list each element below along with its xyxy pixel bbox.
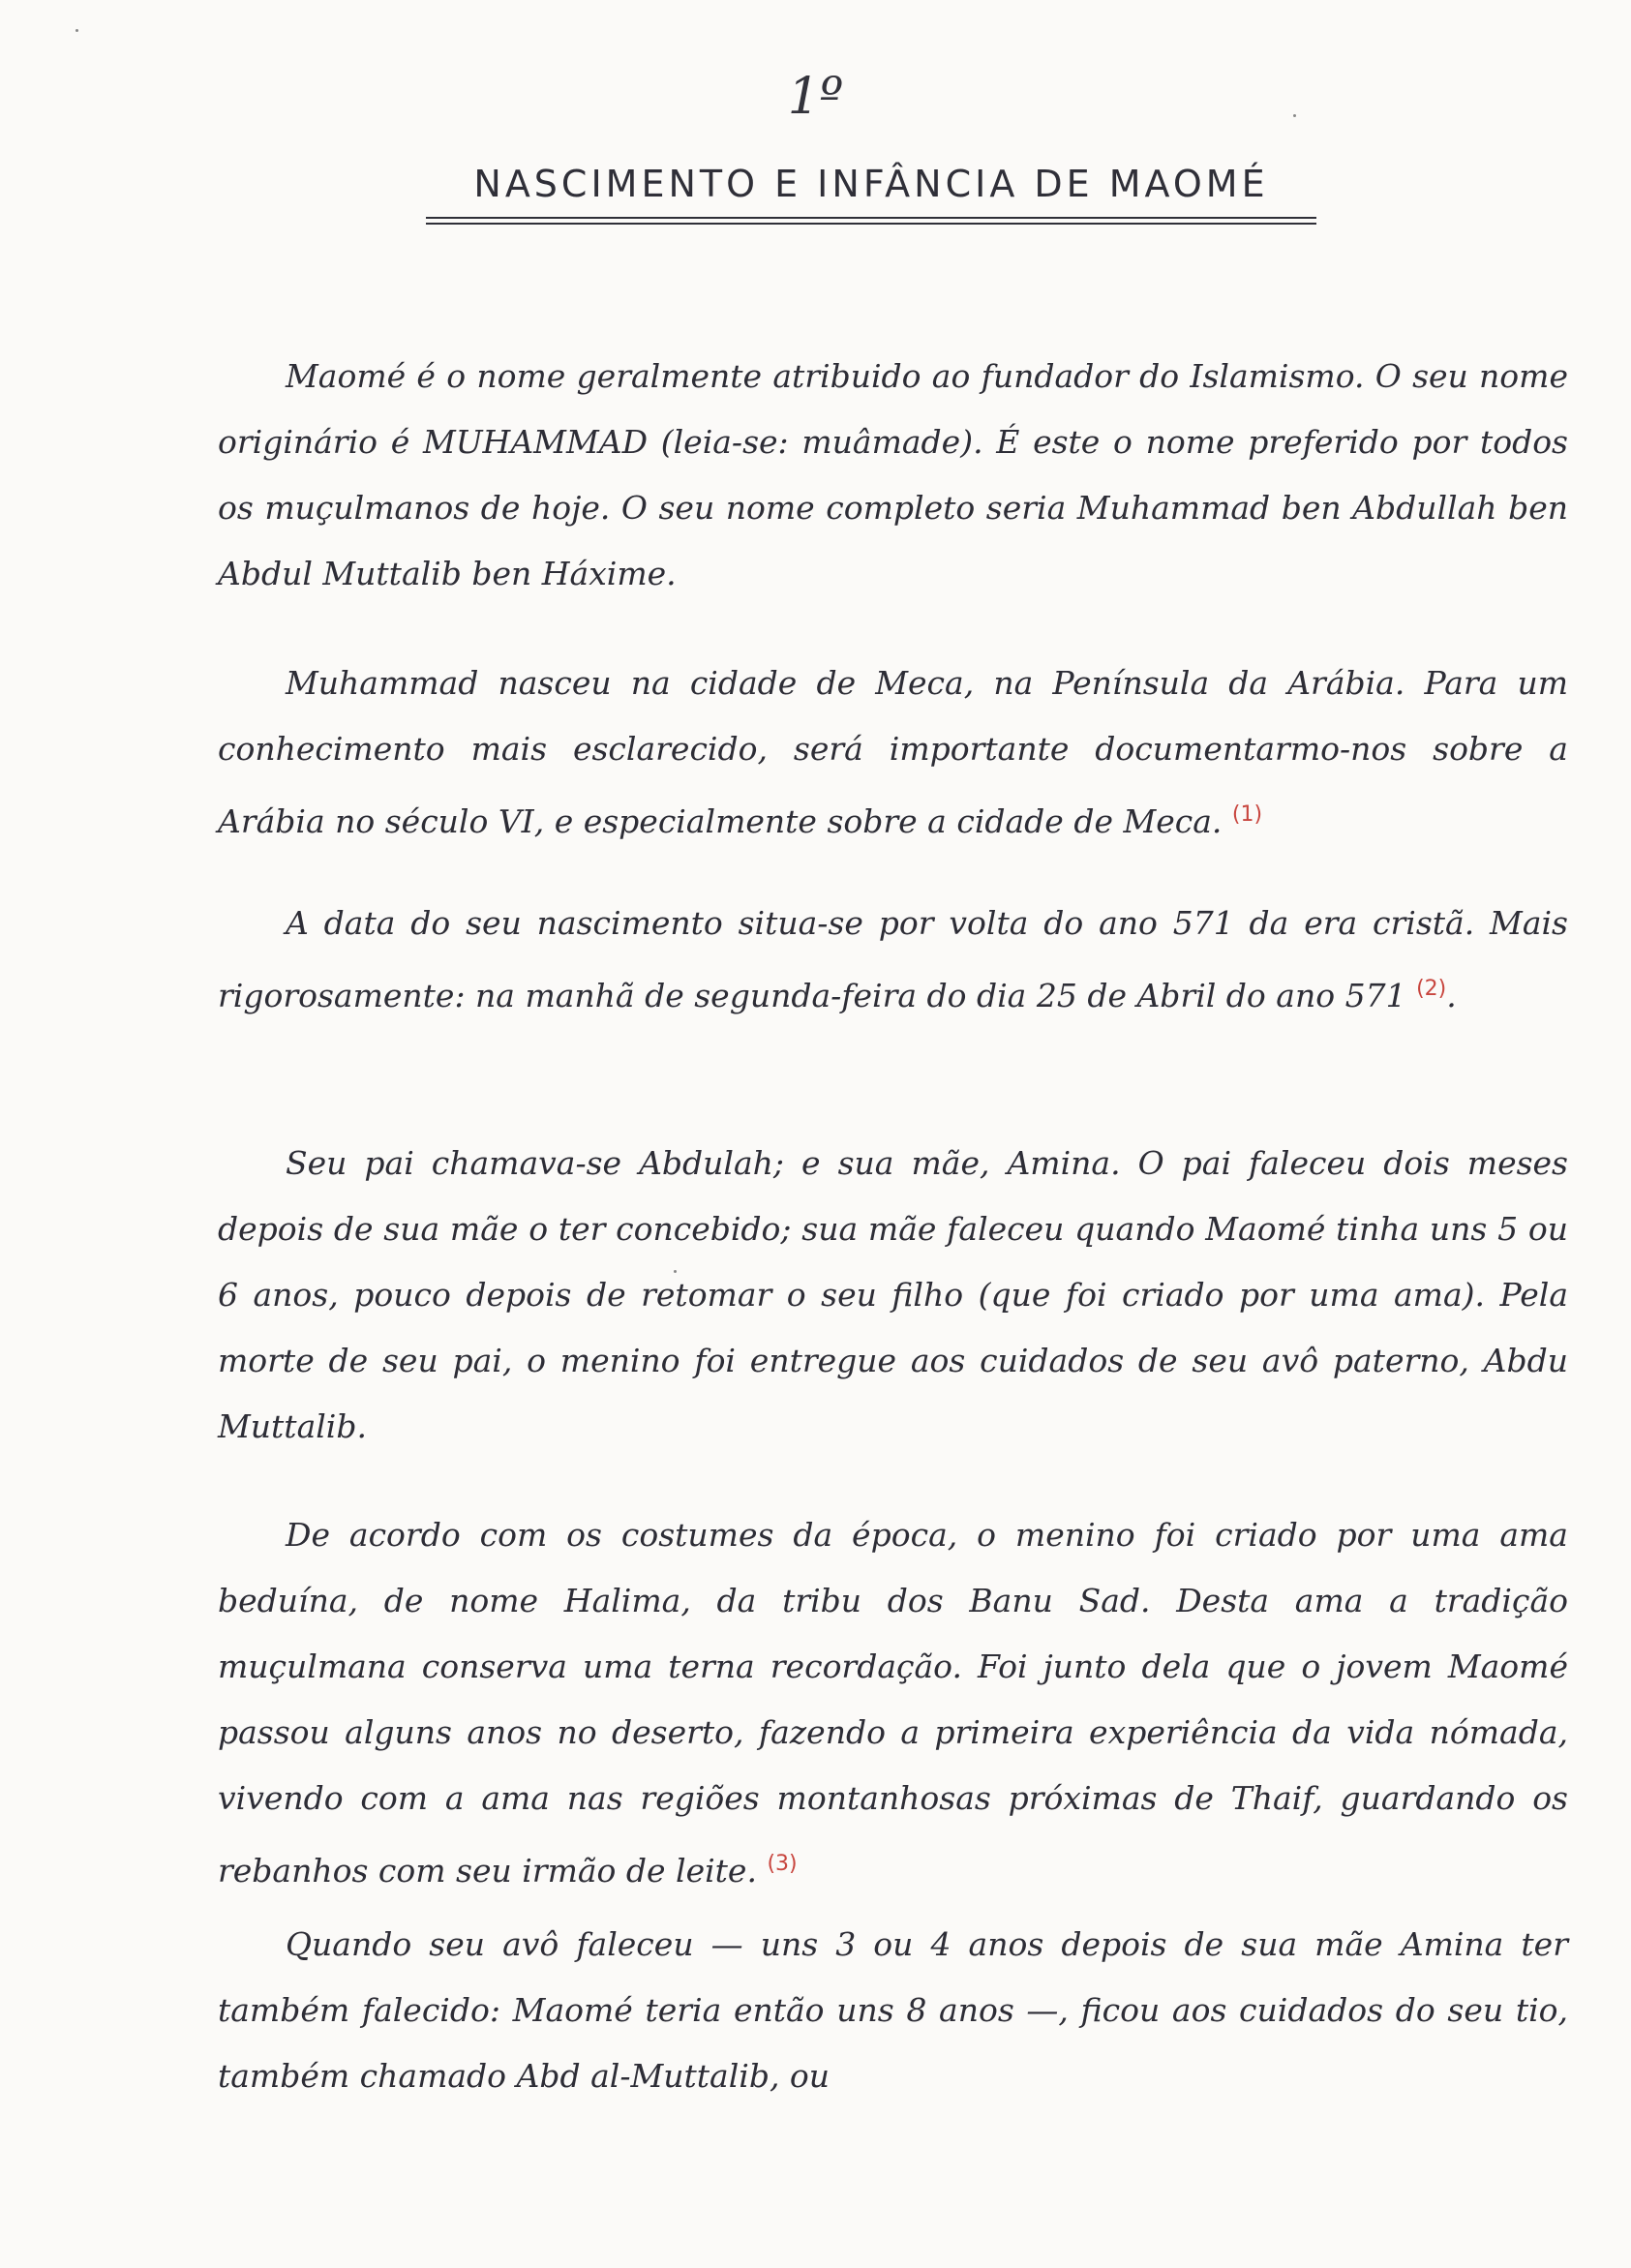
paragraph-text: A data do seu nascimento situa-se por volta do ano 571 da era cristã. Mais rigorosamente: na manhã de segunda-feira do dia 25 de Abril do ano 571 bbox=[218, 904, 1568, 1014]
page-number: 1º bbox=[787, 68, 844, 126]
paper-speck bbox=[76, 29, 78, 32]
paragraph-text: De acordo com os costumes da época, o menino foi criado por uma ama beduína, de nome Halima, da tribu dos Banu Sad. Desta ama a tradição muçulmana conserva uma terna recordação. Foi junto dela que o jovem Maomé passou alguns anos no deserto, fazendo a primeira experiência da vida nómada, vivendo com a ama nas regiões montanhosas próximas de Thaif, guardando os rebanhos com seu irmão de leite. bbox=[218, 1516, 1568, 1890]
footnote-marker: (2) bbox=[1416, 977, 1447, 1001]
paragraph-6 bbox=[218, 1912, 1568, 2109]
paper-speck bbox=[674, 1270, 677, 1273]
title-underline bbox=[426, 217, 1316, 225]
paragraph-text: Maomé é o nome geralmente atribuido ao fundador do Islamismo. O seu nome originário é MUHAMMAD (leia-se: muâmade). É este o nome preferido por todos os muçulmanos de hoje. O seu nome completo seria Muhammad ben Abdullah ben Abdul Muttalib ben Háxime. bbox=[218, 357, 1568, 592]
paragraph-4 bbox=[218, 1131, 1568, 1460]
paragraph-end-punct: . bbox=[1446, 977, 1457, 1014]
title-block bbox=[426, 163, 1316, 225]
paragraph-2 bbox=[218, 650, 1568, 855]
paragraph-text: Seu pai chamava-se Abdulah; e sua mãe, Amina. O pai faleceu dois meses depois de sua mãe o ter concebido; sua mãe faleceu quando Maomé tinha uns 5 ou 6 anos, pouco depois de retomar o seu filho (que foi criado por uma ama). Pela morte de seu pai, o menino foi entregue aos cuidados de seu avô paterno, Abdu Muttalib. bbox=[218, 1144, 1568, 1445]
page-title: NASCIMENTO E INFÂNCIA DE MAOMÉ bbox=[473, 163, 1269, 205]
footnote-marker: (1) bbox=[1231, 802, 1263, 827]
paragraph-text: Quando seu avô faleceu — uns 3 ou 4 anos depois de sua mãe Amina ter também falecido: Maomé teria então uns 8 anos —, ficou aos cuidados do seu tio, também chamado Abd al-Muttalib, ou bbox=[218, 1925, 1568, 2095]
paragraph-1 bbox=[218, 344, 1568, 607]
paper-speck bbox=[1293, 114, 1296, 117]
paragraph-text: Muhammad nasceu na cidade de Meca, na Península da Arábia. Para um conhecimento mais esclarecido, será importante documentarmo-nos sobre a Arábia no século VI, e especialmente sobre a cidade de Meca. bbox=[218, 664, 1568, 840]
paragraph-5 bbox=[218, 1502, 1568, 1904]
footnote-marker: (3) bbox=[767, 1852, 798, 1876]
paragraph-3 bbox=[218, 891, 1568, 1029]
